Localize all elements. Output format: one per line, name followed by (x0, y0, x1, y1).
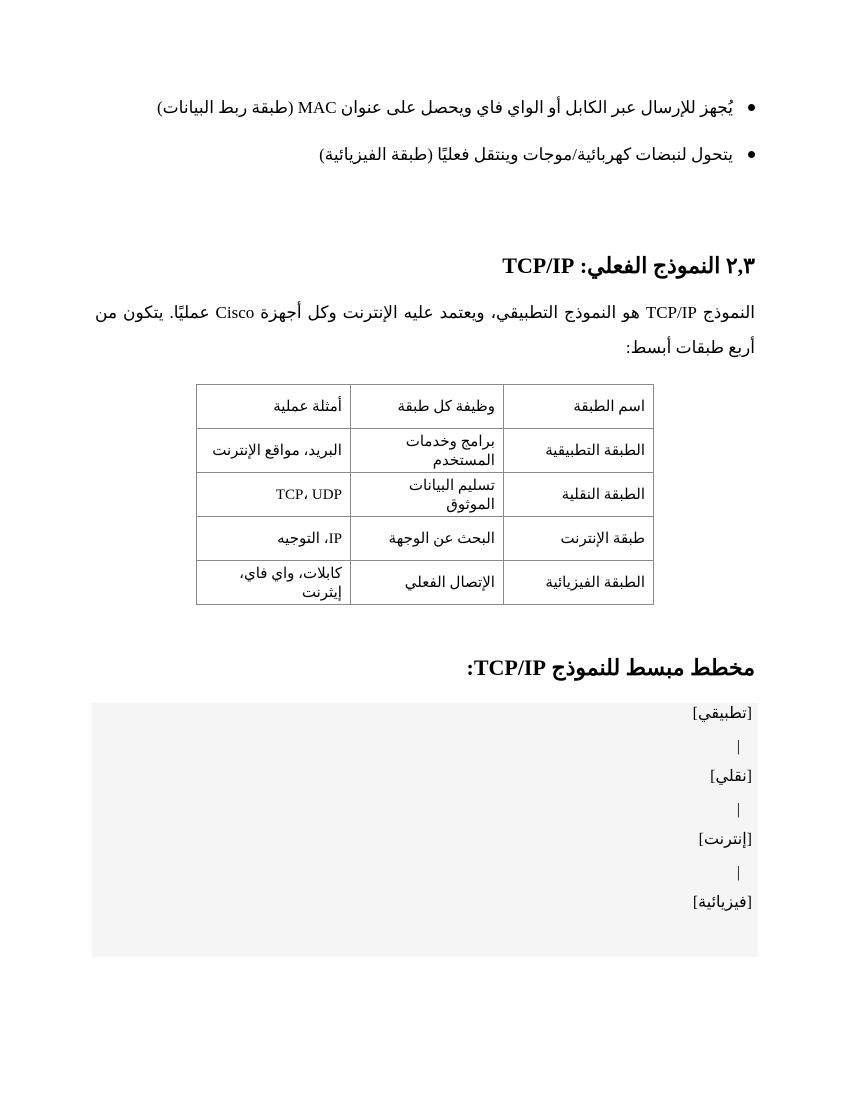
diagram-title: مخطط مبسط للنموذج TCP/IP: (466, 655, 755, 680)
table-cell: البحث عن الوجهة (350, 517, 503, 561)
table-cell: تسليم البيانات الموثوق (350, 473, 503, 517)
diagram-connector: | (736, 738, 740, 755)
table-cell: الطبقة التطبيقية (503, 429, 653, 473)
table-cell: كابلات، واي فاي، إيثرنت (197, 561, 351, 605)
list-item (95, 140, 755, 170)
table-header-cell: أمثلة عملية (197, 385, 351, 429)
diagram-connector: | (736, 864, 740, 881)
table-cell: الطبقة الفيزيائية (503, 561, 653, 605)
table-cell: TCP، UDP (197, 473, 351, 517)
layers-table (196, 384, 654, 605)
table-row (197, 517, 654, 561)
diagram-line: [إنترنت] (698, 831, 752, 848)
section-heading: ٢,٣ النموذج الفعلي: TCP/IP (502, 253, 755, 278)
section-paragraph: النموذج TCP/IP هو النموذج التطبيقي، ويعتمد عليه الإنترنت وكل أجهزة Cisco عمليًا. يتكون من أربع طبقات أبسط: (95, 303, 755, 357)
table-header-cell: وظيفة كل طبقة (350, 385, 503, 429)
diagram-connector: | (736, 801, 740, 818)
bullet-icon (748, 151, 755, 158)
table-cell: برامج وخدمات المستخدم (350, 429, 503, 473)
diagram-block (92, 703, 758, 957)
diagram-line: [نقلي] (710, 768, 752, 785)
table-row (197, 473, 654, 517)
table-cell: البريد، مواقع الإنترنت (197, 429, 351, 473)
list-item (95, 93, 755, 123)
table-row (197, 561, 654, 605)
table-row (197, 429, 654, 473)
bullet-list (95, 93, 755, 187)
table-cell: IP، التوجيه (197, 517, 351, 561)
table-cell: الطبقة النقلية (503, 473, 653, 517)
bullet-icon (748, 104, 755, 111)
bullet-text: يُجهز للإرسال عبر الكابل أو الواي فاي ويحصل على عنوان MAC (طبقة ربط البيانات) (157, 98, 733, 117)
table-header-cell: اسم الطبقة (503, 385, 653, 429)
diagram-line: [فيزيائية] (692, 894, 752, 911)
table-cell: طبقة الإنترنت (503, 517, 653, 561)
table-header-row (197, 385, 654, 429)
diagram-line: [تطبيقي] (692, 705, 752, 722)
table-cell: الإتصال الفعلي (350, 561, 503, 605)
bullet-text: يتحول لنبضات كهربائية/موجات وينتقل فعليًا (طبقة الفيزيائية) (319, 145, 733, 164)
